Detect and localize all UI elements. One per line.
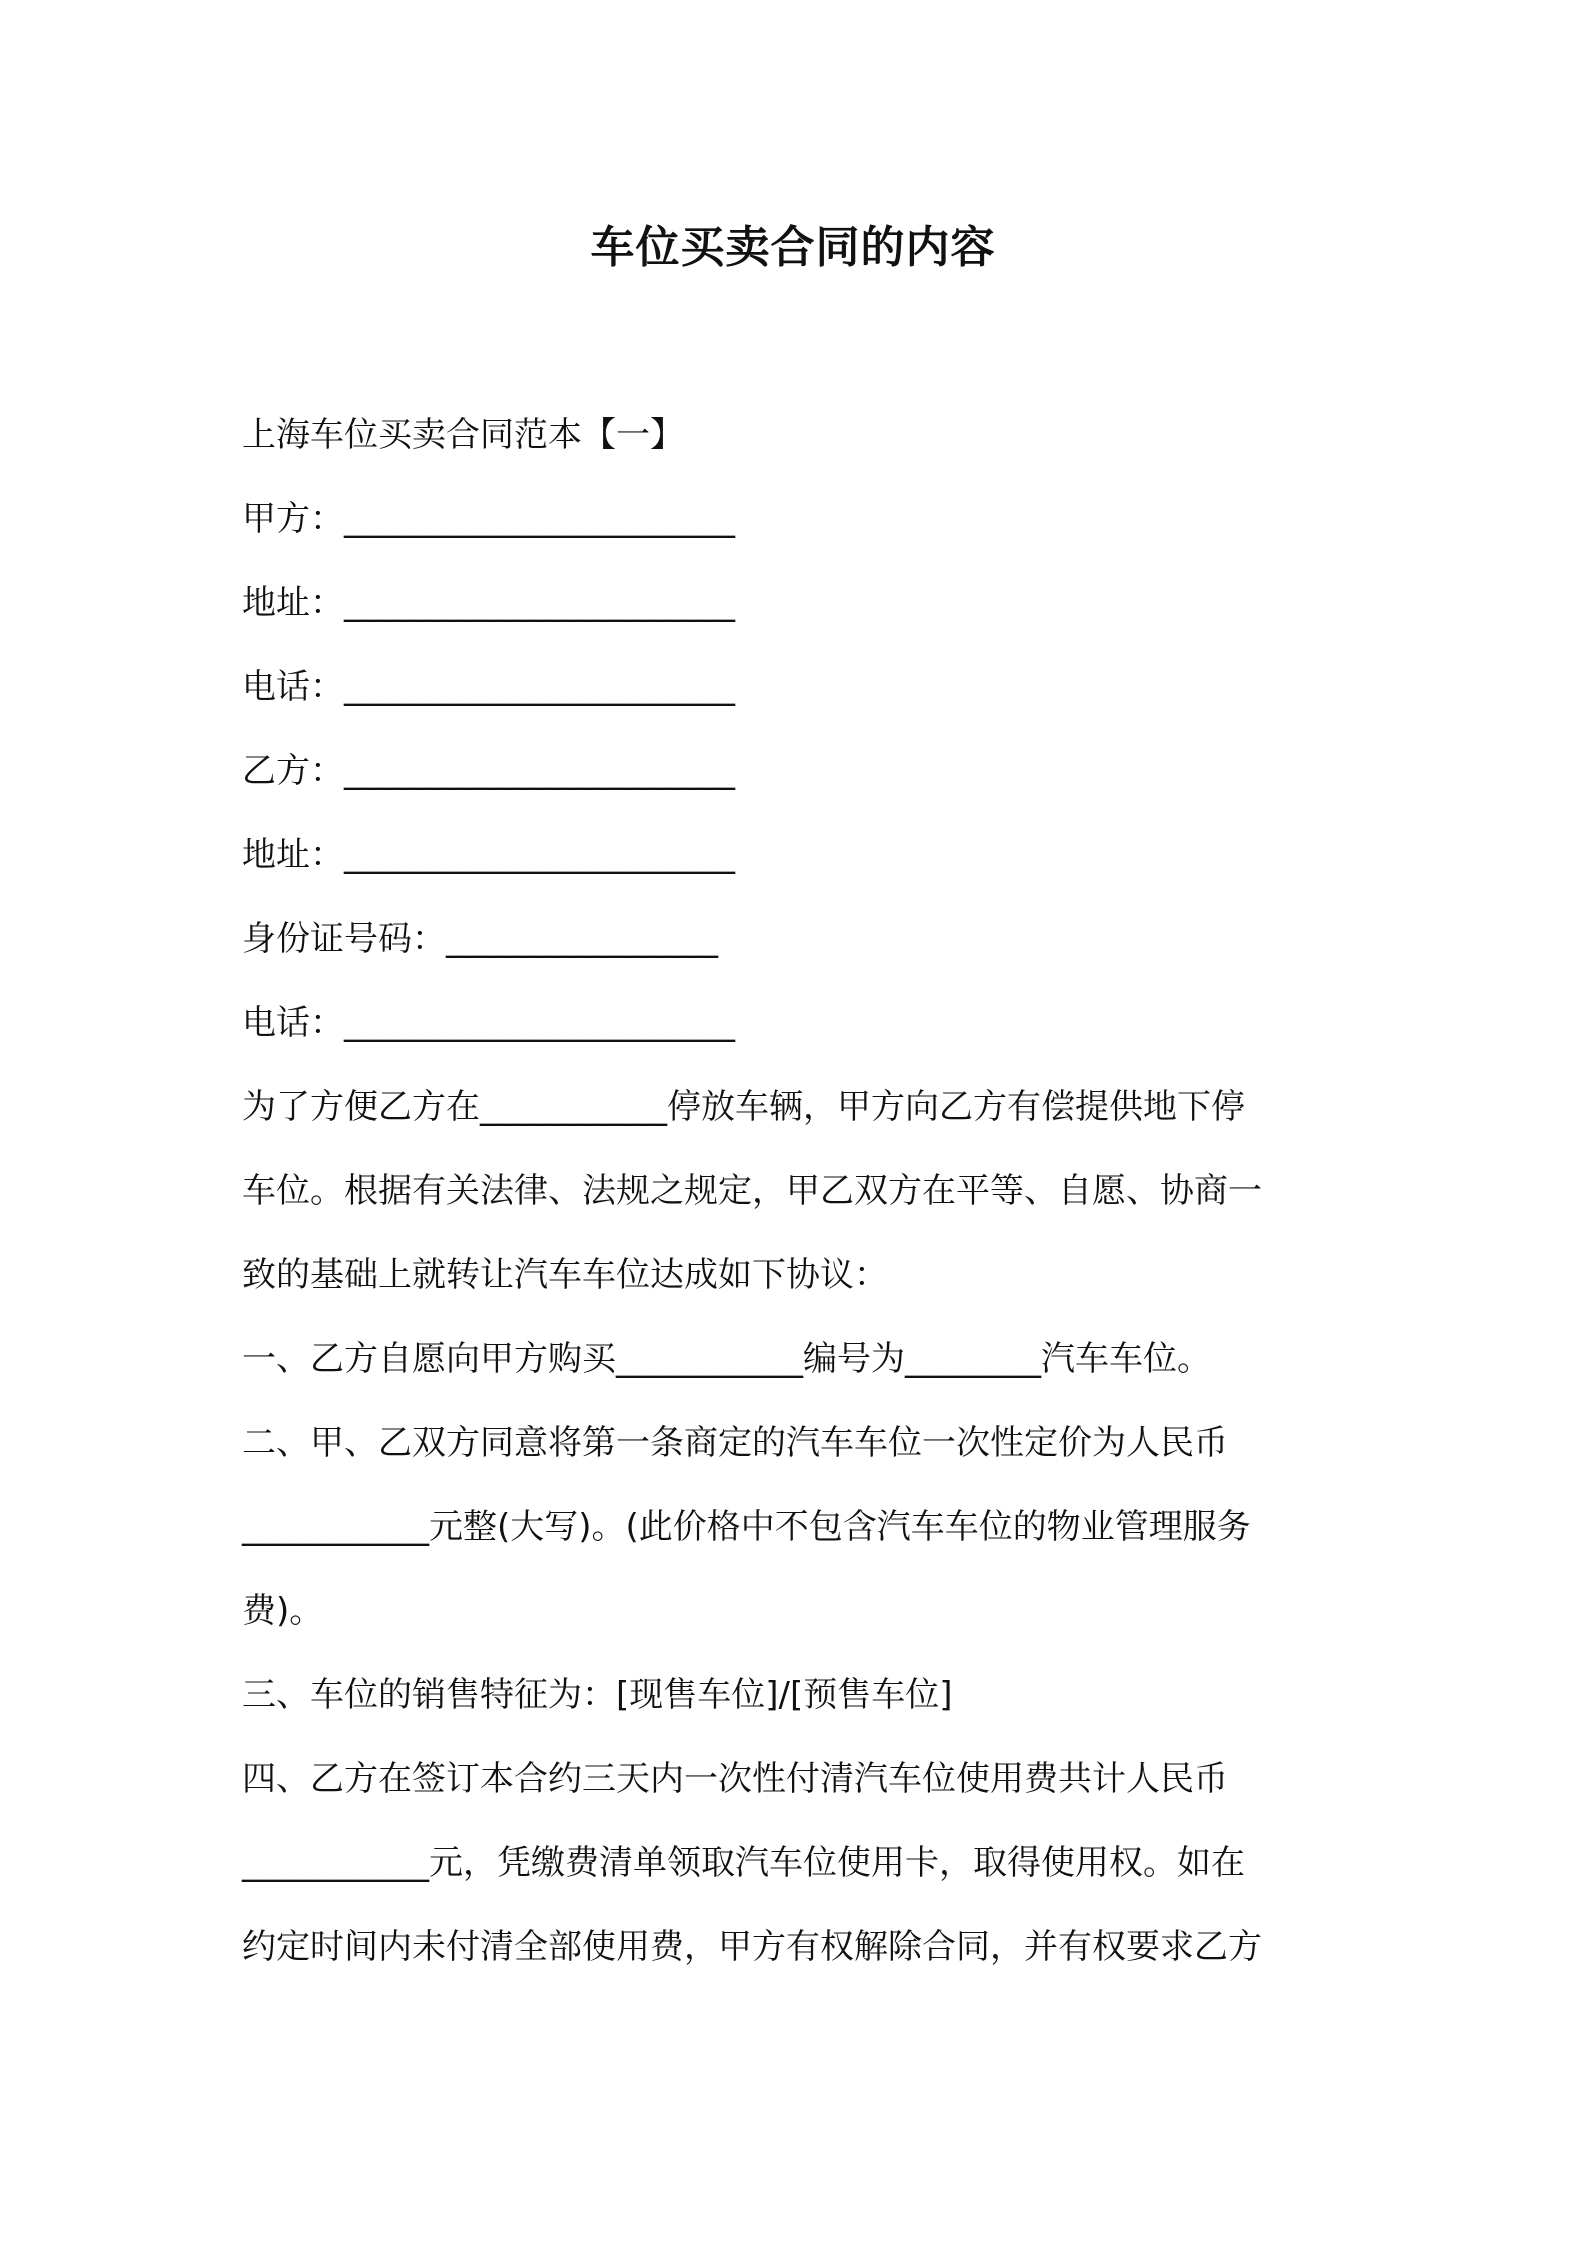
clause-1-line: 一、乙方自愿向甲方购买___________编号为________汽车车位。 [242, 1339, 1211, 1379]
paragraph-line: 车位。根据有关法律、法规之规定，甲乙双方在平等、自愿、协商一 [242, 1171, 1262, 1211]
paragraph-line: 致的基础上就转让汽车车位达成如下协议： [242, 1255, 888, 1295]
party-b-address-field: 地址：_______________________ [242, 835, 735, 875]
contract-body [242, 1065, 1362, 1989]
clause-3-line: 三、车位的销售特征为：[现售车位]/[预售车位] [242, 1675, 953, 1715]
party-b-id-number-field: 身份证号码：________________ [242, 919, 718, 959]
party-a-address-field: 地址：_______________________ [242, 583, 735, 623]
party-a-phone-field: 电话：_______________________ [242, 667, 735, 707]
contract-subtitle: 上海车位买卖合同范本【一】 [242, 415, 684, 455]
party-b-phone-field: 电话：_______________________ [242, 1003, 735, 1043]
clause-2-line: 二、甲、乙双方同意将第一条商定的汽车车位一次性定价为人民币 [242, 1423, 1228, 1463]
clause-4-line: ___________元，凭缴费清单领取汽车位使用卡，取得使用权。如在 [242, 1843, 1245, 1883]
clause-4-line: 约定时间内未付清全部使用费，甲方有权解除合同，并有权要求乙方 [242, 1927, 1262, 1967]
clause-2-line: 费)。 [242, 1591, 324, 1631]
party-b-field: 乙方：_______________________ [242, 751, 735, 791]
party-a-field: 甲方：_______________________ [242, 499, 735, 539]
clause-4-line: 四、乙方在签订本合约三天内一次性付清汽车位使用费共计人民币 [242, 1759, 1228, 1799]
clause-2-line: ___________元整(大写)。(此价格中不包含汽车车位的物业管理服务 [242, 1507, 1251, 1547]
document-title: 车位买卖合同的内容 [590, 222, 996, 273]
paragraph-line: 为了方便乙方在___________停放车辆，甲方向乙方有偿提供地下停 [242, 1087, 1245, 1127]
